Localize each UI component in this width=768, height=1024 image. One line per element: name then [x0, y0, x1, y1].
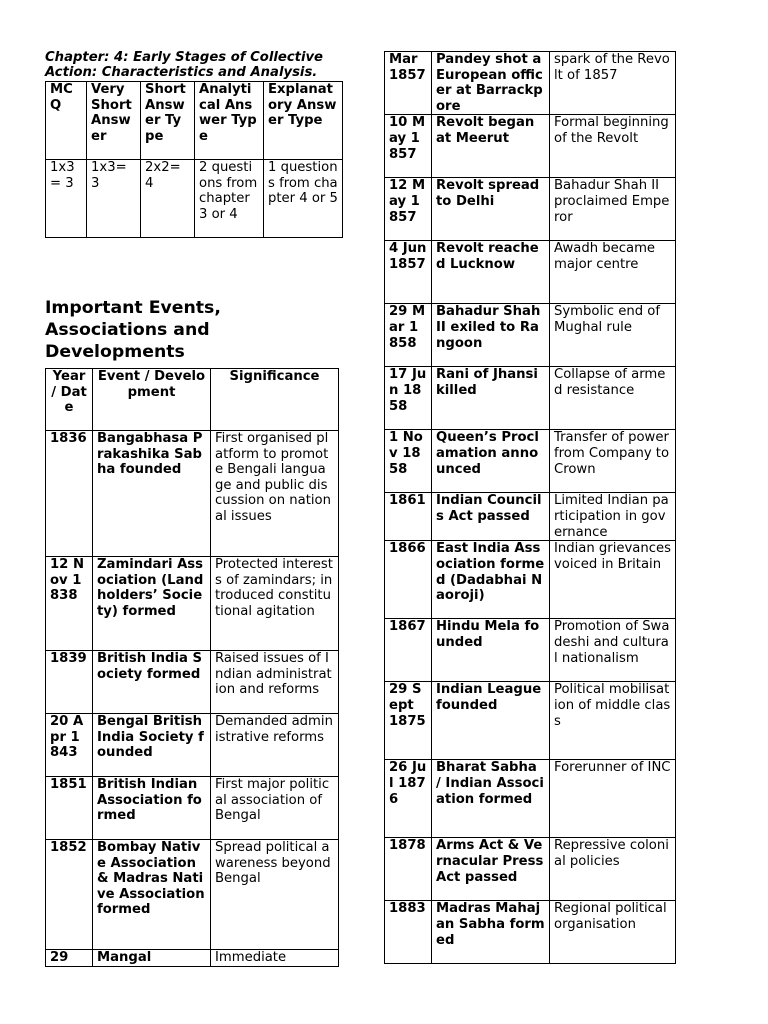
event-significance: Collapse of armed resistance: [550, 367, 676, 430]
events-right-body: [385, 52, 676, 964]
event-name: Revolt reached Lucknow: [432, 241, 550, 304]
event-significance: Bahadur Shah II proclaimed Emperor: [550, 178, 676, 241]
table-row: [385, 619, 676, 682]
event-date: 1861: [385, 493, 432, 541]
event-significance: Awadh became major centre: [550, 241, 676, 304]
event-date: 26 Jul 1876: [385, 760, 432, 838]
event-name: Revolt began at Meerut: [432, 115, 550, 178]
table-row: [46, 651, 339, 714]
header-very-short: Very Short Answer: [87, 82, 141, 160]
event-name: Madras Mahajan Sabha formed: [432, 901, 550, 964]
event-name: Bengal British India Society founded: [93, 714, 211, 777]
event-significance: Spread political awareness beyond Bengal: [211, 840, 339, 950]
value-mcq: 1x3= 3: [46, 160, 87, 238]
table-row: [385, 430, 676, 493]
event-date: 1851: [46, 777, 93, 840]
table-row: [385, 493, 676, 541]
right-column: [384, 51, 675, 964]
event-significance: spark of the Revolt of 1857: [550, 52, 676, 115]
event-date: 1852: [46, 840, 93, 950]
event-date: 29 Mar 1858: [385, 304, 432, 367]
event-name: Indian League founded: [432, 682, 550, 760]
value-short: 2x2= 4: [141, 160, 195, 238]
event-name: Bangabhasa Prakashika Sabha founded: [93, 431, 211, 557]
event-significance: Protected interests of zamindars; introduced constitutional agitation: [211, 557, 339, 651]
event-name: Indian Councils Act passed: [432, 493, 550, 541]
table-row: [46, 840, 339, 950]
table-row: [46, 431, 339, 557]
event-significance: Demanded administrative reforms: [211, 714, 339, 777]
header-significance: Significance: [211, 369, 339, 431]
event-name: Bombay Native Association & Madras Native Association formed: [93, 840, 211, 950]
table-row: [385, 52, 676, 115]
events-left-body: [46, 431, 339, 967]
table-row: [385, 760, 676, 838]
event-date: 29 Sept 1875: [385, 682, 432, 760]
event-significance: Transfer of power from Company to Crown: [550, 430, 676, 493]
event-significance: Formal beginning of the Revolt: [550, 115, 676, 178]
event-name: British India Society formed: [93, 651, 211, 714]
event-significance: Forerunner of INC: [550, 760, 676, 838]
table-row: [46, 557, 339, 651]
event-significance: First major political association of Bengal: [211, 777, 339, 840]
header-analytical: Analytical Answer Type: [195, 82, 264, 160]
table-row: [46, 777, 339, 840]
event-date: 1836: [46, 431, 93, 557]
event-significance: First organised platform to promote Bengali language and public discussion on national issues: [211, 431, 339, 557]
event-significance: Raised issues of Indian administration and reforms: [211, 651, 339, 714]
event-significance: Regional political organisation: [550, 901, 676, 964]
table-row: [385, 241, 676, 304]
event-date: 12 Nov 1838: [46, 557, 93, 651]
event-significance: Limited Indian participation in governance: [550, 493, 676, 541]
table-row: [385, 178, 676, 241]
event-significance: Symbolic end of Mughal rule: [550, 304, 676, 367]
event-date: 4 Jun 1857: [385, 241, 432, 304]
event-date: 29: [46, 950, 93, 967]
event-significance: Promotion of Swadeshi and cultural nationalism: [550, 619, 676, 682]
marks-header-row: [46, 82, 343, 160]
table-row: [385, 115, 676, 178]
event-name: Zamindari Association (Landholders’ Society) formed: [93, 557, 211, 651]
table-row: [385, 367, 676, 430]
event-date: 17 Jun 1858: [385, 367, 432, 430]
event-date: 1878: [385, 838, 432, 901]
header-mcq: MC Q: [46, 82, 87, 160]
table-row: [385, 304, 676, 367]
header-explanatory: Explanatory Answer Type: [264, 82, 343, 160]
event-date: 1 Nov 1858: [385, 430, 432, 493]
chapter-title: Chapter: 4: Early Stages of Collective Action: Characteristics and Analysis.: [45, 50, 323, 80]
table-row: [385, 901, 676, 964]
event-date: 1839: [46, 651, 93, 714]
event-significance: Indian grievances voiced in Britain: [550, 541, 676, 619]
event-date: Mar 1857: [385, 52, 432, 115]
event-name: Revolt spread to Delhi: [432, 178, 550, 241]
value-analytical: 2 questions from chapter 3 or 4: [195, 160, 264, 238]
event-date: 1883: [385, 901, 432, 964]
event-name: Rani of Jhansi killed: [432, 367, 550, 430]
value-explanatory: 1 questions from chapter 4 or 5: [264, 160, 343, 238]
event-name: Bahadur Shah II exiled to Rangoon: [432, 304, 550, 367]
event-significance: Political mobilisation of middle class: [550, 682, 676, 760]
event-name: Arms Act & Vernacular Press Act passed: [432, 838, 550, 901]
event-name: Queen’s Proclamation announced: [432, 430, 550, 493]
events-header-row: [46, 369, 339, 431]
event-name: Pandey shot a European officer at Barrackpore: [432, 52, 550, 115]
section-heading: Important Events, Associations and Developments: [45, 298, 221, 362]
event-date: 1866: [385, 541, 432, 619]
marks-table: [45, 81, 343, 238]
events-table-left: [45, 368, 339, 967]
table-row: [385, 682, 676, 760]
value-very-short: 1x3= 3: [87, 160, 141, 238]
event-date: 1867: [385, 619, 432, 682]
event-name: Mangal: [93, 950, 211, 967]
event-name: British Indian Association formed: [93, 777, 211, 840]
event-date: 10 May 1857: [385, 115, 432, 178]
header-short: Short Answer Type: [141, 82, 195, 160]
table-row: [46, 714, 339, 777]
events-table-right: [384, 51, 676, 964]
event-name: Bharat Sabha / Indian Association formed: [432, 760, 550, 838]
table-row: [385, 541, 676, 619]
event-name: Hindu Mela founded: [432, 619, 550, 682]
event-name: East India Association formed (Dadabhai Naoroji): [432, 541, 550, 619]
event-date: 20 Apr 1843: [46, 714, 93, 777]
event-significance: Immediate: [211, 950, 339, 967]
left-column: [45, 50, 342, 965]
table-row: [385, 838, 676, 901]
header-event: Event / Development: [93, 369, 211, 431]
event-significance: Repressive colonial policies: [550, 838, 676, 901]
marks-value-row: [46, 160, 343, 238]
header-year-date: Year / Date: [46, 369, 93, 431]
table-row: [46, 950, 339, 967]
event-date: 12 May 1857: [385, 178, 432, 241]
